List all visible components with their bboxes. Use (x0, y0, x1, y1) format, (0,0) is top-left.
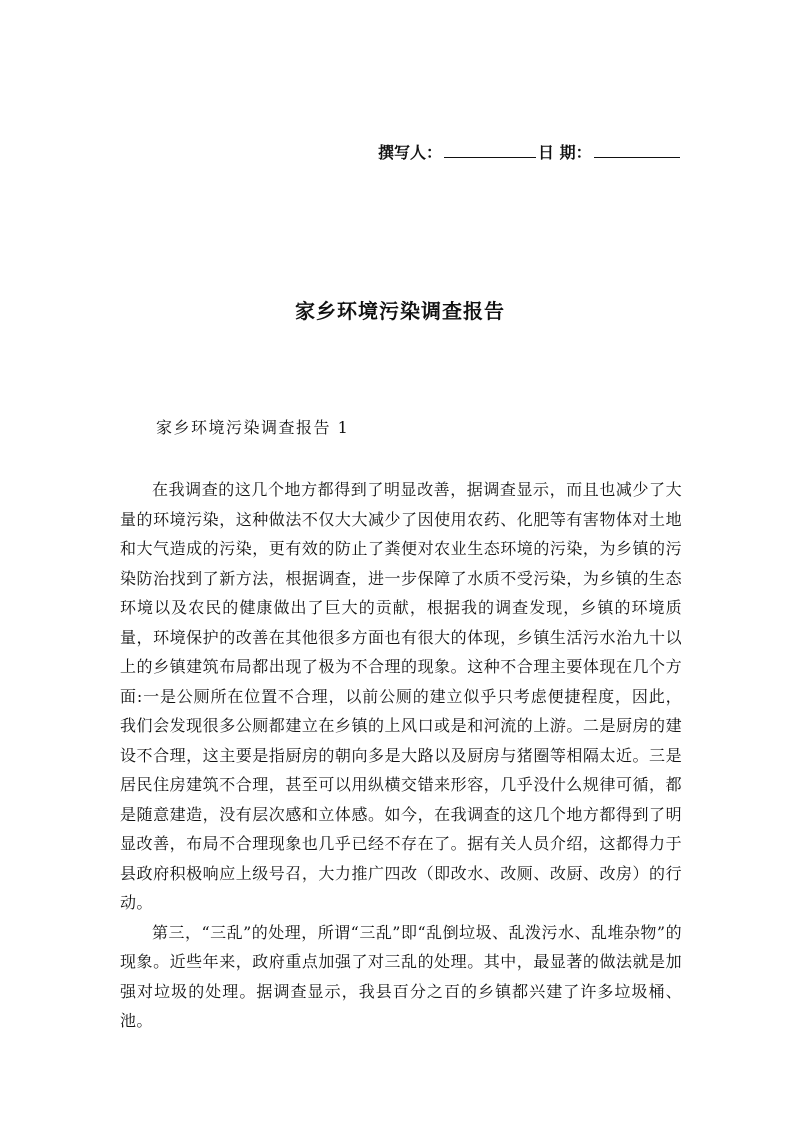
document-subtitle: 家乡环境污染调查报告 1 (156, 418, 350, 437)
author-blank-line (444, 156, 536, 158)
document-body (120, 475, 682, 1036)
author-label: 撰写人： (378, 143, 443, 162)
paragraph: 第三，“三乱”的处理，所谓“三乱”即“乱倒垃圾、乱泼污水、乱堆杂物”的现象。近些年来，政府重点加强了对三乱的处理。其中，最显著的做法就是加强对垃圾的处理。据调查显示，我县百分之百的乡镇都兴建了许多垃圾桶、池。 (120, 922, 682, 1030)
date-blank-line (594, 156, 680, 158)
date-label: 日 期： (538, 143, 592, 162)
author-date-line (378, 140, 682, 163)
document-title: 家乡环境污染调查报告 (295, 299, 505, 323)
paragraph: 在我调查的这几个地方都得到了明显改善，据调查显示，而且也减少了大量的环境污染，这种做法不仅大大减少了因使用农药、化肥等有害物体对土地和大气造成的污染，更有效的防止了粪便对农业生态环境的污染，为乡镇的污染防治找到了新方法，根据调查，进一步保障了水质不受污染，为乡镇的生态环境以及农民的健康做出了巨大的贡献，根据我的调查发现，乡镇的环境质量，环境保护的改善在其他很多方面也有很大的体现，乡镇生活污水治九十以上的乡镇建筑布局都出现了极为不合理的现象。这种不合理主要体现在几个方面:一是公厕所在位置不合理，以前公厕的建立似乎只考虑便捷程度，因此，我们会发现很多公厕都建立在乡镇的上风口或是和河流的上游。二是厨房的建设不合理，这主要是指厨房的朝向多是大路以及厨房与猪圈等相隔太近。三是居民住房建筑不合理，甚至可以用纵横交错来形容，几乎没什么规律可循，都是随意建造，没有层次感和立体感。如今，在我调查的这几个地方都得到了明显改善，布局不合理现象也几乎已经不存在了。据有关人员介绍，这都得力于县政府积极响应上级号召，大力推广四改（即改水、改厕、改厨、改房）的行动。 (120, 480, 682, 912)
